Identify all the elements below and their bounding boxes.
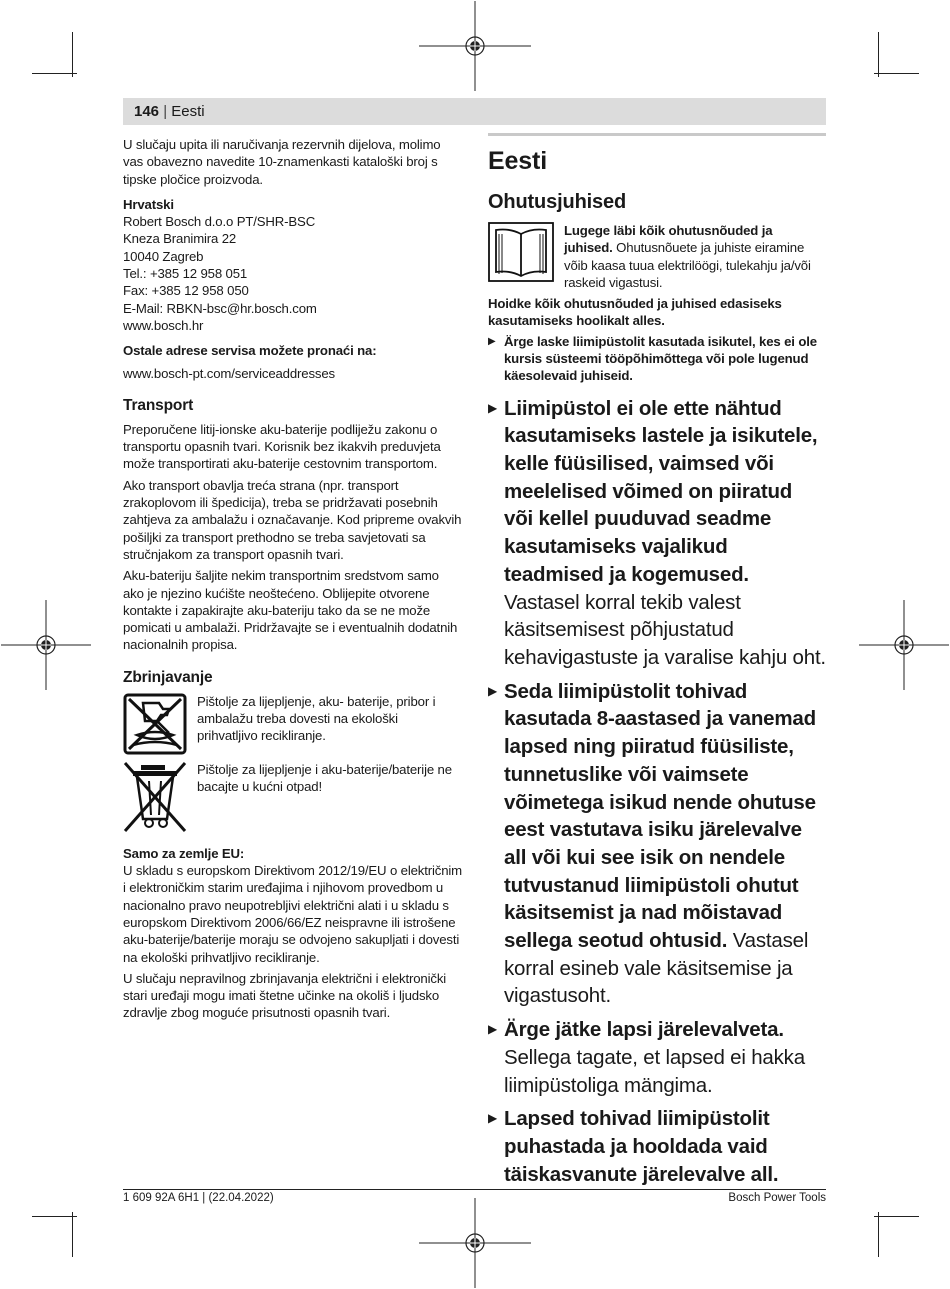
warning-bold: Seda liimipüstolit tohivad kasutada 8-aastased ja vanemad lapsed ning piiratud füüsiliste, tunnetuslike või vaimsete võimetega isikud nende ohutuse eest vastutava isiku järelevalve all või kui see isik on nendele tutvustanud liimipüstoli ohutut käsitsemist ja nad mõistavad sellega seotud ohtusid. <box>504 679 816 953</box>
transport-paragraph: Preporučene litij-ionske aku-baterije podliježu zakonu o transportu opasnih tvari. Korisnik bez ikakvih preduvjeta može transportirati aku-baterije cestovnim transportom. <box>123 421 441 472</box>
warning-item <box>488 1016 826 1099</box>
disposal-recycle-text: Pištolje za lijepljenje, aku- baterije, pribor i ambalažu treba dovesti na ekološki prihvatljivo recikliranje. <box>197 693 436 744</box>
small-warning-item <box>488 333 826 385</box>
keep-instructions: Hoidke kõik ohutusnõuded ja juhised edasiseks kasutamiseks hoolikalt alles. <box>488 296 782 329</box>
crop-mark <box>32 73 77 74</box>
crossed-out-bin-icon <box>123 761 187 833</box>
book-icon <box>488 222 554 282</box>
eu-heading: Samo za zemlje EU: <box>123 845 245 861</box>
registration-mark-icon <box>419 1198 531 1288</box>
warning-bold: Lapsed tohivad liimipüstolit puhastada ja hooldada vaid täiskasvanute järelevalve all. <box>504 1107 779 1186</box>
eu-paragraph: U skladu s europskom Direktivom 2012/19/EU o električnim i elektroničkim starim uređajima i njihovom provedbom u nacionalno pravo neupotrebljivi električni alati i u skladu s europskom Direktivom 2006/66/EZ neispravne ili istrošene aku-baterije/baterije moraju se odvojeno sakupljati i dovesti na ekološki prihvatljivo recikliranje. <box>123 863 463 965</box>
right-column <box>488 136 826 1188</box>
contact-line: www.bosch.hr <box>123 317 204 333</box>
transport-paragraph: Ako transport obavlja treća strana (npr. transport zrakoplovom ili špedicija), treba se pridržavati posebnih zahtjeva za ambalažu i označavanje. Kod pripreme ovakvih pošiljki za transport prethodno se treba savjetovati sa stručnjakom za transport opasnih tvari. <box>123 477 462 562</box>
header-separator: | <box>163 103 168 120</box>
contact-heading: Hrvatski <box>123 196 174 212</box>
contact-line: Tel.: +385 12 958 051 <box>123 266 248 282</box>
crop-mark <box>874 73 919 74</box>
read-instructions-bold: Lugege läbi kõik ohutusnõuded ja juhised. <box>564 223 773 256</box>
header-bar <box>123 98 826 125</box>
bullet-arrow-icon: ▶ <box>488 400 498 415</box>
crop-mark <box>72 32 73 77</box>
warning-bold: Ärge jätke lapsi järelevalveta. <box>504 1018 784 1042</box>
bullet-arrow-icon: ▶ <box>488 335 496 347</box>
no-dumping-icon <box>123 693 187 755</box>
crop-mark <box>874 1216 919 1217</box>
read-instructions-box <box>488 222 826 291</box>
header-language: Eesti <box>171 103 205 120</box>
section-title: Eesti <box>488 147 548 175</box>
warning-normal: Vastasel korral esineb vale käsitsemise ja vigastusoht. <box>504 929 809 1008</box>
registration-mark-icon <box>859 600 949 690</box>
other-addresses-link[interactable]: www.bosch-pt.com/serviceaddresses <box>123 365 335 381</box>
contact-line: 10040 Zagreb <box>123 248 204 264</box>
registration-mark-icon <box>419 1 531 91</box>
section-subtitle: Ohutusjuhised <box>488 191 627 213</box>
small-warning-text: Ärge laske liimipüstolit kasutada isikutel, kes ei ole kursis süsteemi tööpõhimõttega või pole lugenud käesolevaid juhiseid. <box>504 333 817 384</box>
intro-paragraph: U slučaju upita ili naručivanja rezervnih dijelova, molimo vas obavezno navedite 10-znamenkasti kataloški broj s tipske pločice proizvoda. <box>123 137 441 187</box>
bullet-arrow-icon: ▶ <box>488 1111 498 1126</box>
transport-paragraph: Aku-bateriju šaljite nekim transportnim sredstvom samo ako je njezino kućište neoštećeno. Oblijepite otvorene kontakte i zapakirajte aku-bateriju tako da se ne može pomicati u ambalaži. Pridržavajte se i eventualnih dodatnih nacionalnih propisa. <box>123 568 458 653</box>
registration-mark-icon <box>1 600 91 690</box>
contact-line: Robert Bosch d.o.o PT/SHR-BSC <box>123 214 316 230</box>
warning-item <box>488 678 826 1010</box>
disposal-recycle-row <box>123 693 463 755</box>
contact-line: E-Mail: RBKN-bsc@hr.bosch.com <box>123 300 317 316</box>
disposal-bin-row <box>123 761 463 833</box>
footer-doc-id: 1 609 92A 6H1 | (22.04.2022) <box>123 1192 274 1204</box>
warning-bold: Liimipüstol ei ole ette nähtud kasutamiseks lastele ja isikutele, kelle füüsilised, vaimsed või meelelised võimed on piiratud või kellel puuduvad seadme kasutamiseks vajalikud teadmised ja kogemused. <box>504 396 818 586</box>
disposal-heading: Zbrinjavanje <box>123 668 213 686</box>
other-addresses-heading: Ostale adrese servisa možete pronaći na: <box>123 343 377 359</box>
page-number: 146 <box>134 103 160 120</box>
contact-line: Kneza Branimira 22 <box>123 231 237 247</box>
warning-normal: Vastasel korral tekib valest käsitsemisest põhjustatud kehavigastuste ja varalise kahju oht. <box>504 590 826 669</box>
left-column <box>123 136 463 1026</box>
crop-mark <box>878 1212 879 1257</box>
page-header <box>134 103 205 120</box>
footer-brand: Bosch Power Tools <box>728 1192 826 1204</box>
crop-mark <box>878 32 879 77</box>
disposal-bin-text: Pištolje za lijepljenje i aku-baterije/baterije ne bacajte u kućni otpad! <box>197 761 452 795</box>
crop-mark <box>72 1212 73 1257</box>
footer-rule <box>123 1189 826 1190</box>
warning-normal: Sellega tagate, et lapsed ei hakka liimipüstoliga mängima. <box>504 1045 805 1097</box>
contact-line: Fax: +385 12 958 050 <box>123 283 249 299</box>
read-instructions-normal: Ohutusnõuete ja juhiste eiramine võib kaasa tuua elektrilöögi, tulekahju ja/või raskeid vigastusi. <box>564 240 811 290</box>
transport-heading: Transport <box>123 396 194 414</box>
crop-mark <box>32 1216 77 1217</box>
bullet-arrow-icon: ▶ <box>488 683 498 698</box>
eu-paragraph: U slučaju nepravilnog zbrinjavanja električni i elektronički stari uređaji mogu imati štetne učinke na okoliš i ljudsko zdravlje zbog moguće prisutnosti opasnih tvari. <box>123 970 447 1021</box>
warning-item <box>488 1105 826 1188</box>
bullet-arrow-icon: ▶ <box>488 1022 498 1037</box>
warning-item <box>488 395 826 672</box>
read-instructions-text <box>564 222 816 291</box>
